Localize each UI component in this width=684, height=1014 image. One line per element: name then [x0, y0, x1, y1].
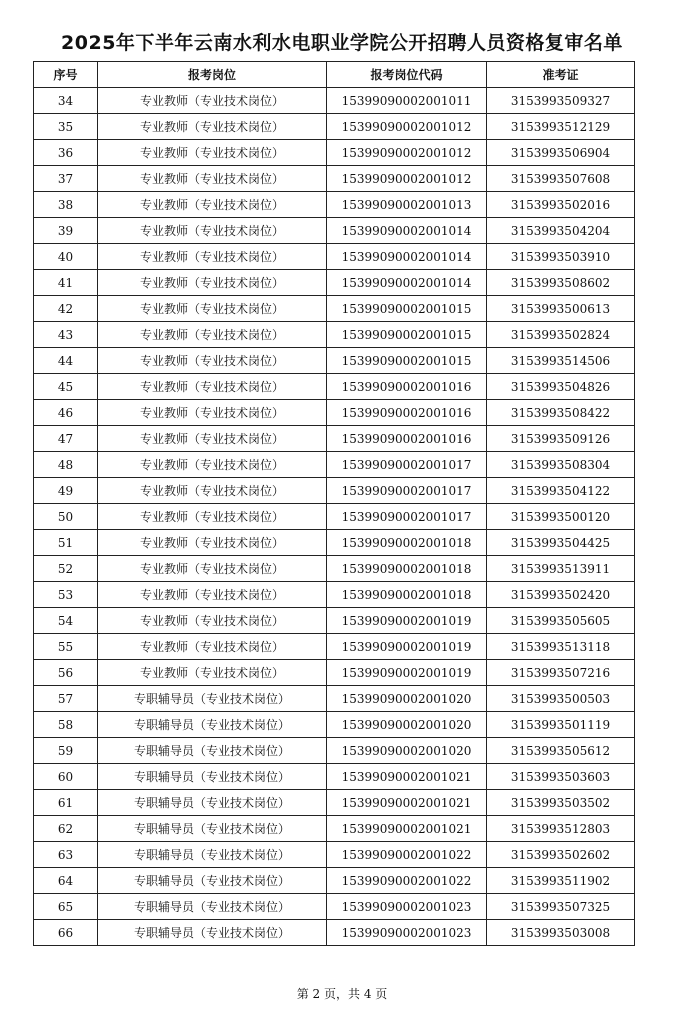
cell-ticket-number: 3153993508304 — [487, 452, 635, 478]
header-ticket-number: 准考证 — [487, 62, 635, 88]
cell-post: 专业教师（专业技术岗位） — [98, 192, 327, 218]
cell-post-code: 15399090002001016 — [327, 400, 487, 426]
table-row — [34, 608, 635, 634]
cell-post-code: 15399090002001017 — [327, 504, 487, 530]
cell-ticket-number: 3153993502420 — [487, 582, 635, 608]
cell-ticket-number: 3153993500613 — [487, 296, 635, 322]
cell-index: 55 — [34, 634, 98, 660]
cell-post: 专业教师（专业技术岗位） — [98, 88, 327, 114]
cell-post: 专职辅导员（专业技术岗位） — [98, 764, 327, 790]
table-row — [34, 452, 635, 478]
cell-ticket-number: 3153993503502 — [487, 790, 635, 816]
cell-index: 53 — [34, 582, 98, 608]
cell-index: 35 — [34, 114, 98, 140]
cell-post-code: 15399090002001016 — [327, 374, 487, 400]
table-row — [34, 686, 635, 712]
cell-post: 专职辅导员（专业技术岗位） — [98, 816, 327, 842]
cell-post: 专业教师（专业技术岗位） — [98, 400, 327, 426]
table-row — [34, 582, 635, 608]
table-row — [34, 530, 635, 556]
cell-post: 专业教师（专业技术岗位） — [98, 452, 327, 478]
cell-index: 64 — [34, 868, 98, 894]
cell-ticket-number: 3153993503910 — [487, 244, 635, 270]
cell-post: 专业教师（专业技术岗位） — [98, 114, 327, 140]
cell-ticket-number: 3153993500120 — [487, 504, 635, 530]
cell-post: 专业教师（专业技术岗位） — [98, 426, 327, 452]
table-row — [34, 660, 635, 686]
cell-post: 专职辅导员（专业技术岗位） — [98, 738, 327, 764]
cell-ticket-number: 3153993509327 — [487, 88, 635, 114]
table-row — [34, 868, 635, 894]
cell-post-code: 15399090002001014 — [327, 244, 487, 270]
cell-post: 专业教师（专业技术岗位） — [98, 608, 327, 634]
header-post-code: 报考岗位代码 — [327, 62, 487, 88]
cell-post-code: 15399090002001018 — [327, 530, 487, 556]
table-row — [34, 816, 635, 842]
table-row — [34, 764, 635, 790]
table-row — [34, 504, 635, 530]
cell-post-code: 15399090002001019 — [327, 634, 487, 660]
cell-ticket-number: 3153993513911 — [487, 556, 635, 582]
cell-post-code: 15399090002001020 — [327, 738, 487, 764]
table-row — [34, 140, 635, 166]
cell-ticket-number: 3153993511902 — [487, 868, 635, 894]
cell-post-code: 15399090002001016 — [327, 426, 487, 452]
cell-ticket-number: 3153993512803 — [487, 816, 635, 842]
cell-post-code: 15399090002001023 — [327, 920, 487, 946]
cell-post-code: 15399090002001015 — [327, 348, 487, 374]
table-row — [34, 244, 635, 270]
table-row — [34, 218, 635, 244]
cell-index: 51 — [34, 530, 98, 556]
cell-post: 专业教师（专业技术岗位） — [98, 634, 327, 660]
page-title: 2025年下半年云南水利水电职业学院公开招聘人员资格复审名单 — [61, 32, 623, 54]
cell-ticket-number: 3153993503008 — [487, 920, 635, 946]
cell-post-code: 15399090002001014 — [327, 270, 487, 296]
cell-index: 62 — [34, 816, 98, 842]
cell-post: 专职辅导员（专业技术岗位） — [98, 894, 327, 920]
cell-post: 专业教师（专业技术岗位） — [98, 270, 327, 296]
cell-post-code: 15399090002001015 — [327, 296, 487, 322]
table-row — [34, 634, 635, 660]
cell-ticket-number: 3153993502602 — [487, 842, 635, 868]
cell-index: 49 — [34, 478, 98, 504]
cell-post: 专职辅导员（专业技术岗位） — [98, 920, 327, 946]
cell-post-code: 15399090002001018 — [327, 582, 487, 608]
cell-index: 66 — [34, 920, 98, 946]
cell-post: 专业教师（专业技术岗位） — [98, 530, 327, 556]
header-post: 报考岗位 — [98, 62, 327, 88]
cell-ticket-number: 3153993502824 — [487, 322, 635, 348]
cell-ticket-number: 3153993513118 — [487, 634, 635, 660]
cell-ticket-number: 3153993501119 — [487, 712, 635, 738]
cell-index: 60 — [34, 764, 98, 790]
cell-ticket-number: 3153993514506 — [487, 348, 635, 374]
cell-post-code: 15399090002001012 — [327, 114, 487, 140]
table-row — [34, 712, 635, 738]
cell-ticket-number: 3153993504425 — [487, 530, 635, 556]
table-row — [34, 166, 635, 192]
cell-index: 47 — [34, 426, 98, 452]
cell-ticket-number: 3153993507216 — [487, 660, 635, 686]
cell-post: 专职辅导员（专业技术岗位） — [98, 868, 327, 894]
cell-post-code: 15399090002001017 — [327, 478, 487, 504]
cell-post-code: 15399090002001020 — [327, 686, 487, 712]
cell-index: 39 — [34, 218, 98, 244]
table-row — [34, 296, 635, 322]
cell-post: 专职辅导员（专业技术岗位） — [98, 842, 327, 868]
cell-post-code: 15399090002001011 — [327, 88, 487, 114]
header-index: 序号 — [34, 62, 98, 88]
cell-index: 63 — [34, 842, 98, 868]
cell-post: 专业教师（专业技术岗位） — [98, 556, 327, 582]
cell-post-code: 15399090002001020 — [327, 712, 487, 738]
table-row — [34, 842, 635, 868]
cell-ticket-number: 3153993505612 — [487, 738, 635, 764]
cell-post-code: 15399090002001023 — [327, 894, 487, 920]
cell-ticket-number: 3153993502016 — [487, 192, 635, 218]
cell-ticket-number: 3153993500503 — [487, 686, 635, 712]
cell-post-code: 15399090002001017 — [327, 452, 487, 478]
cell-post: 专业教师（专业技术岗位） — [98, 582, 327, 608]
table-row — [34, 426, 635, 452]
cell-ticket-number: 3153993512129 — [487, 114, 635, 140]
cell-ticket-number: 3153993509126 — [487, 426, 635, 452]
cell-post: 专业教师（专业技术岗位） — [98, 218, 327, 244]
table-row — [34, 556, 635, 582]
cell-post-code: 15399090002001019 — [327, 608, 487, 634]
cell-ticket-number: 3153993504204 — [487, 218, 635, 244]
cell-index: 48 — [34, 452, 98, 478]
table-row — [34, 322, 635, 348]
table-row — [34, 894, 635, 920]
cell-ticket-number: 3153993504122 — [487, 478, 635, 504]
cell-post: 专业教师（专业技术岗位） — [98, 140, 327, 166]
table-row — [34, 88, 635, 114]
table-row — [34, 920, 635, 946]
cell-ticket-number: 3153993504826 — [487, 374, 635, 400]
cell-post: 专业教师（专业技术岗位） — [98, 244, 327, 270]
cell-index: 57 — [34, 686, 98, 712]
cell-post: 专业教师（专业技术岗位） — [98, 374, 327, 400]
cell-post-code: 15399090002001014 — [327, 218, 487, 244]
cell-post-code: 15399090002001018 — [327, 556, 487, 582]
cell-index: 41 — [34, 270, 98, 296]
cell-index: 45 — [34, 374, 98, 400]
table-row — [34, 400, 635, 426]
cell-post: 专业教师（专业技术岗位） — [98, 322, 327, 348]
cell-ticket-number: 3153993508602 — [487, 270, 635, 296]
cell-index: 38 — [34, 192, 98, 218]
table-header-row — [34, 62, 635, 88]
cell-post-code: 15399090002001013 — [327, 192, 487, 218]
page-number: 第 2 页，共 4 页 — [296, 987, 388, 1001]
cell-post-code: 15399090002001022 — [327, 842, 487, 868]
cell-post: 专业教师（专业技术岗位） — [98, 478, 327, 504]
table-row — [34, 192, 635, 218]
table-row — [34, 374, 635, 400]
cell-post: 专业教师（专业技术岗位） — [98, 660, 327, 686]
table-row — [34, 478, 635, 504]
cell-post-code: 15399090002001021 — [327, 764, 487, 790]
cell-index: 40 — [34, 244, 98, 270]
cell-ticket-number: 3153993503603 — [487, 764, 635, 790]
cell-index: 46 — [34, 400, 98, 426]
cell-post: 专职辅导员（专业技术岗位） — [98, 686, 327, 712]
cell-post: 专职辅导员（专业技术岗位） — [98, 790, 327, 816]
cell-ticket-number: 3153993507325 — [487, 894, 635, 920]
cell-post: 专业教师（专业技术岗位） — [98, 348, 327, 374]
cell-post-code: 15399090002001019 — [327, 660, 487, 686]
cell-index: 54 — [34, 608, 98, 634]
cell-index: 52 — [34, 556, 98, 582]
candidate-table — [33, 61, 635, 946]
table-row — [34, 270, 635, 296]
cell-index: 44 — [34, 348, 98, 374]
cell-index: 37 — [34, 166, 98, 192]
table-row — [34, 348, 635, 374]
cell-index: 36 — [34, 140, 98, 166]
cell-ticket-number: 3153993505605 — [487, 608, 635, 634]
cell-post-code: 15399090002001021 — [327, 790, 487, 816]
cell-index: 42 — [34, 296, 98, 322]
cell-post-code: 15399090002001015 — [327, 322, 487, 348]
cell-index: 43 — [34, 322, 98, 348]
cell-index: 50 — [34, 504, 98, 530]
cell-ticket-number: 3153993508422 — [487, 400, 635, 426]
cell-post: 专业教师（专业技术岗位） — [98, 296, 327, 322]
cell-index: 34 — [34, 88, 98, 114]
cell-index: 58 — [34, 712, 98, 738]
cell-post-code: 15399090002001012 — [327, 140, 487, 166]
cell-index: 61 — [34, 790, 98, 816]
cell-ticket-number: 3153993507608 — [487, 166, 635, 192]
table-row — [34, 790, 635, 816]
cell-index: 56 — [34, 660, 98, 686]
cell-index: 65 — [34, 894, 98, 920]
cell-post-code: 15399090002001021 — [327, 816, 487, 842]
table-row — [34, 114, 635, 140]
cell-post: 专职辅导员（专业技术岗位） — [98, 712, 327, 738]
table-row — [34, 738, 635, 764]
table-body — [34, 88, 635, 946]
cell-post-code: 15399090002001012 — [327, 166, 487, 192]
cell-post-code: 15399090002001022 — [327, 868, 487, 894]
cell-post: 专业教师（专业技术岗位） — [98, 166, 327, 192]
cell-post: 专业教师（专业技术岗位） — [98, 504, 327, 530]
cell-index: 59 — [34, 738, 98, 764]
cell-ticket-number: 3153993506904 — [487, 140, 635, 166]
